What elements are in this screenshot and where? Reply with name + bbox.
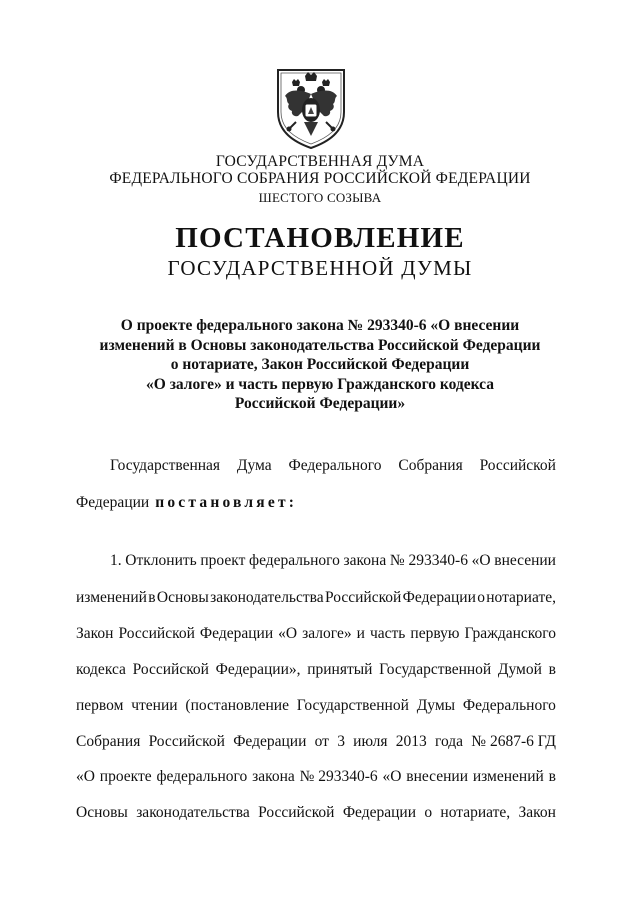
word: о [477, 589, 485, 606]
word: (постановление [185, 697, 289, 714]
word: законодательства [210, 589, 324, 606]
word: проект [200, 552, 246, 569]
word: Отклонить [125, 552, 197, 569]
word: от [314, 733, 329, 750]
word: закона [252, 768, 295, 785]
document-type-title: ПОСТАНОВЛЕНИЕ [175, 222, 465, 254]
document-subject [60, 316, 580, 414]
word: № 293340-6 [389, 552, 468, 569]
subject-line: О проекте федерального закона № 293340-6 «О внесении [120, 317, 520, 334]
word: о [424, 804, 433, 821]
word: нотариате, [486, 589, 556, 606]
word: внесении [494, 552, 556, 569]
word: принятый [307, 661, 373, 678]
resolves-keyword: постановляет: [155, 494, 298, 511]
word: Федерации [199, 625, 274, 642]
word: и [356, 625, 365, 642]
word: Собрания [76, 733, 141, 750]
document-subtitle: ГОСУДАРСТВЕННОЙ ДУМЫ [167, 256, 473, 280]
word: Федерации [402, 589, 476, 606]
word: чтении [131, 697, 178, 714]
word: изменений [76, 589, 147, 606]
word: Федерации [233, 733, 307, 750]
word: Основы [156, 589, 209, 606]
subject-line: «О залоге» и часть первую Гражданского кодекса [146, 375, 494, 393]
word: 3 [337, 733, 345, 750]
paragraph-line [76, 767, 556, 787]
word: изменений [472, 768, 544, 785]
word: № 293340-6 [299, 768, 378, 785]
word: 1. [110, 552, 122, 569]
word: Федерального [462, 697, 556, 714]
word: законодательства [136, 804, 250, 821]
org-line-3: ШЕСТОГО СОЗЫВА [258, 190, 382, 205]
org-line-1: ГОСУДАРСТВЕННАЯ ДУМА [215, 153, 425, 170]
word: в [548, 661, 556, 678]
paragraph-line [76, 624, 556, 644]
word: внесении [406, 768, 469, 785]
word: Федерации [342, 804, 417, 821]
word: «О [382, 768, 402, 785]
word: «О [278, 625, 298, 642]
paragraph-line [76, 732, 556, 752]
word: Федерального [288, 457, 382, 474]
paragraph-line [76, 803, 556, 823]
word: «О [471, 552, 491, 569]
word: Закон [518, 804, 556, 821]
word: 2013 [395, 733, 427, 750]
word: Думы [416, 697, 456, 714]
word: Российской [479, 457, 556, 474]
word: федерального [156, 768, 248, 785]
subject-line: Российской Федерации» [234, 395, 406, 413]
preamble-line-1 [110, 456, 556, 476]
word: Государственной [379, 661, 492, 678]
word: Российской [324, 589, 402, 606]
word: закона [343, 552, 387, 569]
word: № 2687-6 ГД [471, 733, 556, 750]
word: года [435, 733, 464, 750]
word: часть [369, 625, 406, 642]
word: Российской [118, 625, 195, 642]
word: Федерации», [215, 661, 301, 678]
word: Российской [258, 804, 335, 821]
word: Собрания [398, 457, 463, 474]
word: федерального [249, 552, 340, 569]
preamble-line-2 [76, 493, 556, 513]
word: кодекса [76, 661, 126, 678]
word: июля [353, 733, 388, 750]
org-line-2: ФЕДЕРАЛЬНОГО СОБРАНИЯ РОССИЙСКОЙ ФЕДЕРАЦИИ [109, 170, 531, 187]
word: первом [76, 697, 124, 714]
paragraph-line [76, 660, 556, 680]
word: «О [76, 768, 95, 785]
word: Закон [76, 625, 114, 642]
word: залоге» [302, 625, 352, 642]
word: Дума [236, 457, 272, 474]
word: первую [410, 625, 460, 642]
word: в [548, 768, 556, 785]
word: Российской [132, 661, 209, 678]
word: Гражданского [464, 625, 556, 642]
word: Государственная [110, 457, 221, 474]
russian-coat-of-arms-icon [272, 66, 350, 150]
word: Федерации [76, 494, 150, 511]
word: нотариате, [440, 804, 511, 821]
paragraph-line [76, 696, 556, 716]
word: Основы [76, 804, 128, 821]
word: Российской [148, 733, 225, 750]
word: Государственной [296, 697, 409, 714]
subject-line: изменений в Основы законодательства Российской Федерации [99, 336, 541, 354]
paragraph-line [110, 551, 556, 571]
subject-line: о нотариате, Закон Российской Федерации [170, 356, 470, 374]
word: Думой [497, 661, 542, 678]
paragraph-line [76, 588, 556, 608]
word: в [148, 589, 156, 606]
word: проекте [99, 768, 152, 785]
